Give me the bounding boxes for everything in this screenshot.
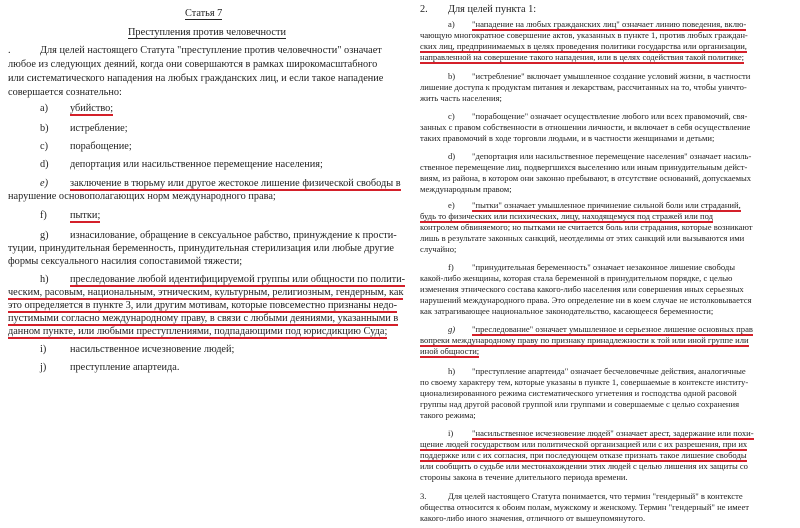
item-mark: j) [40,362,47,373]
item-mark: g) [40,230,49,241]
def-line: ственное перемещение лиц, подвергшихся выселению или иным принудительным дейст- [420,162,748,172]
para3-line: Для целей настоящего Статута понимается, что термин "гендерный" в контексте [448,491,743,501]
def-line: направленной на совершение такого нападения, или в целях содействия такой политике; [420,52,745,62]
def-line: международным правом; [420,184,512,194]
def-line: нарушений международного права. Это определение ни в коем случае не истолковывается [420,295,752,305]
item-text: изнасилование, обращение в сексуальное рабство, принуждение к прости- [70,230,397,241]
def-line: таких правомочий в ходе торговли людьми, и в частности женщинами и детьми; [420,133,715,143]
item-mark: d) [40,159,49,170]
item-text: истребление; [70,123,128,134]
def-line: чающую многократное совершение актов, указанных в пункте 1, против любых граждан- [420,30,748,40]
item-text: убийство; [70,103,114,114]
def-line: случайно; [420,244,457,254]
para1-line: любое из следующих деяний, когда они совершаются в рамках широкомасштабного [8,59,378,70]
item-text-cont: данном пункте, или любыми преступлениями, подпадающими под юрисдикцию Суда; [8,326,388,337]
para3-line: какого-либо иного значения, отличного от вышеупомянутого. [420,513,646,523]
para3-line: общества относится к обоим полам, мужскому и женскому. Термин "гендерный" не имеет [420,502,750,512]
def-line: изменения этнического состава какого-либо населения или совершения иных серьезных [420,284,744,294]
item-text-cont: ческим, расовым, национальным, этническим, культурным, религиозным, гендерным, как [8,287,404,298]
item-text: заключение в тюрьму или другое жестокое лишение физической свободы в [70,178,401,189]
para1-line: совершается сознательно: [8,87,122,98]
item-text-cont: это определяется в пункте 3, или другим мотивам, которые повсеместно признаны недо- [8,300,398,311]
def-line: контролем обвиняемого; но пытками не считается боль или страдания, которые возникают [420,222,753,232]
item-text: преступление апартеида. [70,362,180,373]
def-line: группы над другой расовой группой или группами и совершаемые с целью сохранения [420,399,740,409]
def-mark: h) [448,366,456,376]
item-text: депортация или насильственное перемещение населения; [70,159,323,170]
def-line: какой-либо женщины, которая стала беременной в принудительном порядке, с целью [420,273,733,283]
def-mark: c) [448,111,455,121]
def-line: ских лиц, предпринимаемых в целях проведения политики государства или организации, [420,41,747,51]
def-line: "истребление" включает умышленное создание условий жизни, в частности [472,71,751,81]
def-line: будь то физических или психических, лицу, находящемуся под стражей или под [420,211,714,221]
def-line: по своему характеру тем, которые указаны в пункте 1, совершаемые в контексте институ- [420,377,749,387]
para2-text: Для целей пункта 1: [448,4,537,15]
def-line: "преследование" означает умышленное и серьезное лишение основных прав [472,324,753,334]
def-line: "нападение на любых гражданских лиц" означает линию поведения, вклю- [472,19,747,29]
def-line: "пытки" означает умышленное причинение сильной боли или страданий, [472,200,741,210]
para1-bullet: . [8,45,11,56]
item-mark: b) [40,123,49,134]
item-text-cont: нарушение основополагающих норм международного права; [8,191,276,202]
item-text: насильственное исчезновение людей; [70,344,235,355]
def-line: занных с правом собственности в отношении личности, и включает в себя осуществление [420,122,751,132]
def-line: вопреки международному праву по признаку принадлежности к той или иной группе или [420,335,749,345]
def-mark: e) [448,200,455,210]
def-mark: g) [448,324,456,334]
item-mark: h) [40,274,49,285]
def-line: иной общности; [420,346,480,356]
item-mark: c) [40,141,48,152]
para3-mark: 3. [420,491,427,501]
def-line: "порабощение" означает осуществление любого или всех правомочий, свя- [472,111,748,121]
def-line: лишение доступа к продуктам питания и лекарствам, рассчитанных на то, чтобы уничто- [420,82,747,92]
def-line: "преступление апартеида" означает бесчеловечные действия, аналогичные [472,366,746,376]
def-line: или сообщить о судьбе или местонахождении этих людей с целью лишения их защиты со [420,461,748,471]
item-text: преследование любой идентифицируемой группы или общности по полити- [70,274,406,285]
para2-mark: 2. [420,4,428,15]
def-line: "принудительная беременность" означает незаконное лишение свободы [472,262,736,272]
item-text: пытки; [70,210,101,221]
def-line: стороны закона в течение длительного периода времени. [420,472,628,482]
def-line: поддержке или с их согласия, при последующем отказе признать такое лишение свободы [420,450,747,460]
item-text: порабощение; [70,141,132,152]
def-line: "насильственное исчезновение людей" означает арест, задержание или похи- [472,428,754,438]
item-text-cont: туции, принудительная беременность, принудительная стерилизация или любые другие [8,243,394,254]
para1-line: Для целей настоящего Статута "преступление против человечности" означает [40,45,382,56]
def-line: щение людей государством или политической организацией или с их разрешения, при их [420,439,748,449]
def-line: "депортация или насильственное перемещение населения" означает насиль- [472,151,752,161]
item-mark: i) [40,344,47,355]
para1-line: или систематического нападения на любых гражданских лиц, и если такое нападение [8,73,384,84]
def-mark: d) [448,151,456,161]
right-column [400,0,800,528]
item-text-cont: пустимыми согласно международному праву, в связи с любыми деяниями, указанными в [8,313,399,324]
def-mark: a) [448,19,455,29]
page-subtitle: Преступления против человечности [128,27,286,38]
def-mark: f) [448,262,454,272]
item-mark: e) [40,178,48,189]
article-title: Статья 7 [185,8,223,19]
item-mark: a) [40,103,48,114]
def-line: ционализированного режима систематического угнетения и господства одной расовой [420,388,737,398]
def-line: жить часть населения; [420,93,502,103]
def-mark: i) [448,428,454,438]
def-mark: b) [448,71,456,81]
def-line: такого режима; [420,410,476,420]
item-text-cont: формы сексуального насилия сопоставимой тяжести; [8,256,243,267]
def-line: лишь в результате законных санкций, неотделимы от этих санкций или вызываются ими [420,233,745,243]
def-line: как затрагивающее национальное законодательство, касающееся беременности; [420,306,714,316]
item-mark: f) [40,210,47,221]
def-line: виям, из района, в котором они законно пребывают, в отсутствие оснований, допускаемых [420,173,752,183]
